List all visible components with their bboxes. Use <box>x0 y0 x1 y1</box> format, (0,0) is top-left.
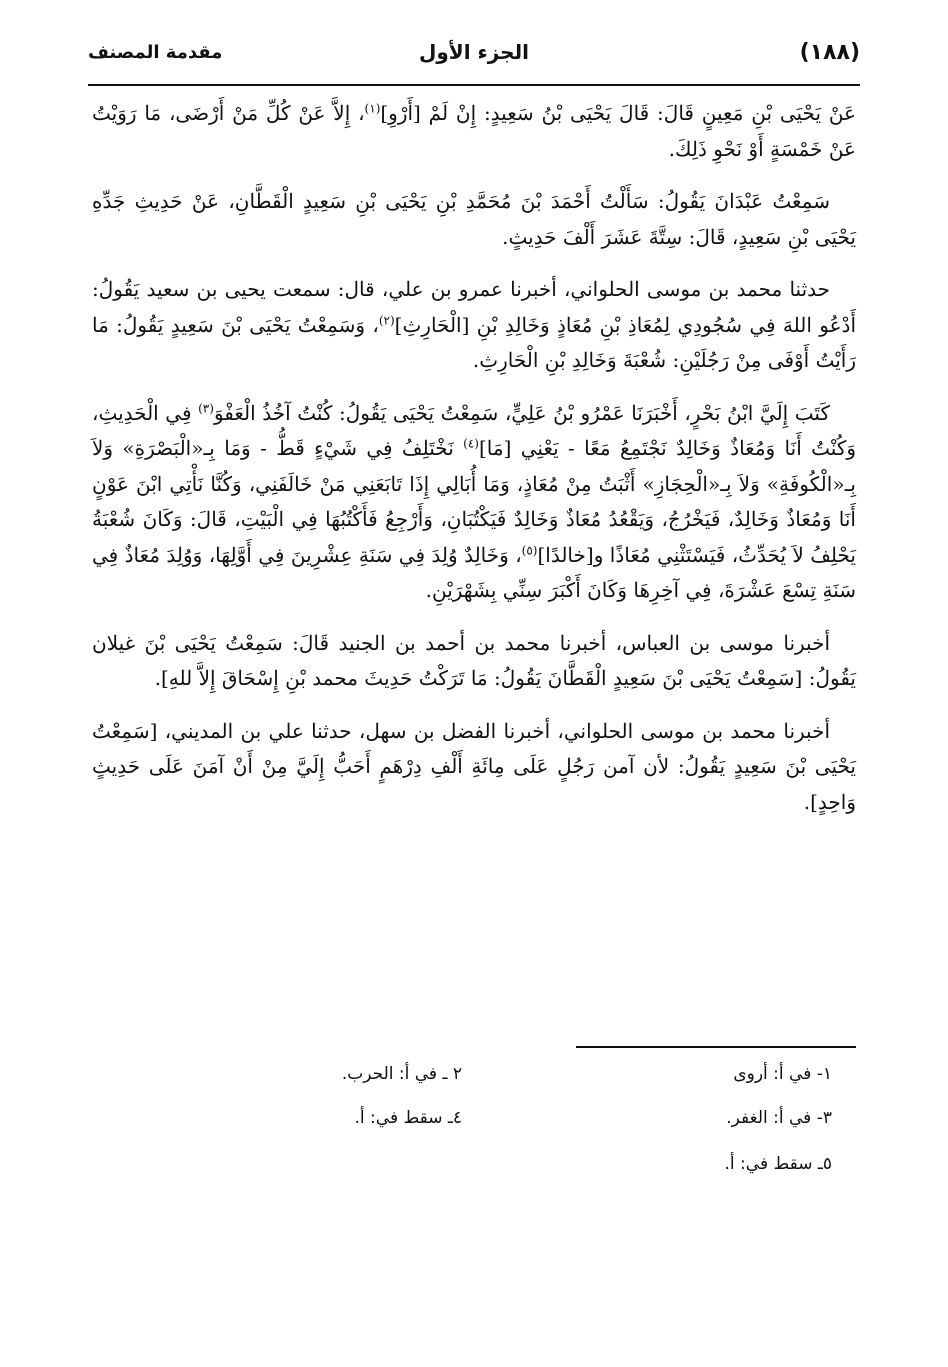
page-number: (١٨٨) <box>799 40 860 65</box>
paragraph-4-text-b: فِي الْحَدِيثِ، وَكُنْتُ أَنَا وَمُعَاذٌ وَخَالِدٌ نَجْتَمِعُ مَعًا - يَعْنِي [مَا] <box>92 400 856 460</box>
footnote-ref-4: (٤) <box>463 436 479 451</box>
main-text <box>92 96 856 837</box>
footnote-ref-3: (٣) <box>198 400 214 415</box>
paragraph-4-text-c: نَخْتَلِفُ فِي شَيْءٍ قَطُّ - وَمَا بِـ«الْبَصْرَةِ» وَلاَ بِـ«الْكُوفَةِ» وَلاَ بِـ«الْحِجَازِ» أَثْبَتُ مِنْ مُعَاذٍ، وَمَا أُبَالِي إِذَا تَابَعَنِي مَنْ خَالَفَنِي، وَكُنَّا نَأْتِي ابْنَ عَوْنٍ أَنَا وَمُعَاذٌ وَخَالِدٌ، فَيَخْرُجُ، وَيَقْعُدُ مُعَاذٌ وَخَالِدٌ فَيَكْتُبَانِ، وَأَرْجِعُ فَأَكْتُبُهَا فِي الْبَيْتِ، قَالَ: وَكَانَ شُعْبَةُ يَحْلِفُ لاَ يُحَدِّثُ، فَيَسْتَثْنِي مُعَاذًا و[خالدًا] <box>92 436 856 567</box>
footnote-divider <box>576 1046 856 1048</box>
footnote-4: ٤ـ سقط في: أ. <box>354 1108 462 1128</box>
footnote-5: ٥ـ سقط في: أ. <box>724 1154 832 1174</box>
footnote-ref-1: (١) <box>364 101 381 116</box>
paragraph-4-text-d: ، وَخَالِدٌ وُلِدَ فِي سَنَةِ عِشْرِينَ فِي أَوَّلِهَا، وَوُلِدَ مُعَاذٌ فِي سَنَةِ تِسْعَ عَشْرَةَ، فِي آخِرِهَا وَكَانَ أَكْبَرَ سِنِّي بِشَهْرَيْنِ. <box>92 542 856 602</box>
paragraph-6: أخبرنا محمد بن موسى الحلواني، أخبرنا الفضل بن سهل، حدثنا علي بن المديني، [سَمِعْتُ يَحْيَى بْنَ سَعِيدٍ يَقُولُ: لأن آمن رَجُلٍ عَلَى مِائَةِ أَلْفِ دِرْهَمٍ أَحَبُّ إِلَيَّ مِنْ أَنْ آمَنَ عَلَى حَدِيثٍ وَاحِدٍ]. <box>92 718 856 814</box>
volume-title: الجزء الأول <box>419 40 529 64</box>
footnote-ref-5: (٥) <box>521 542 538 557</box>
page-header <box>88 40 860 76</box>
paragraph-1-text-b: ، إِلاَّ عَنْ كُلِّ مَنْ أَرْضَى، مَا رَوَيْتُ عَنْ خَمْسَةٍ أَوْ نَحْوِ ذَلِكَ. <box>92 101 856 161</box>
section-title: مقدمة المصنف <box>88 42 223 63</box>
footnote-3: ٣- في أ: الغفر. <box>726 1108 832 1128</box>
paragraph-2: سَمِعْتُ عَبْدَانَ يَقُولُ: سَأَلْتُ أَحْمَدَ بْنَ مُحَمَّدِ بْنِ يَحْيَى بْنِ سَعِيدٍ الْقَطَّانِ، عَنْ حَدِيثِ جَدِّهِ يَحْيَى بْنِ سَعِيدٍ، قَالَ: سِتَّةَ عَشَرَ أَلْفَ حَدِيثٍ. <box>92 189 856 249</box>
paragraph-3 <box>92 272 856 379</box>
paragraph-3-text-a: حدثنا محمد بن موسى الحلواني، أخبرنا عمرو بن علي، قال: سمعت يحيى بن سعيد يَقُولُ: أَدْعُو اللهَ فِي سُجُودِي لِمُعَاذِ بْنِ مُعَاذٍ وَخَالِدِ بْنِ [الْحَارِثِ] <box>92 277 857 337</box>
footnote-2: ٢ ـ في أ: الحرب. <box>341 1064 462 1084</box>
paragraph-4 <box>92 396 856 609</box>
paragraph-1 <box>92 96 856 167</box>
paragraph-5: أخبرنا موسى بن العباس، أخبرنا محمد بن أحمد بن الجنيد قَالَ: سَمِعْتُ يَحْيَى بْنَ غيلان يَقُولُ: [سَمِعْتُ يَحْيَى بْنَ سَعِيدٍ الْقَطَّانَ يَقُولُ: مَا تَرَكْتُ حَدِيثَ محمد بْنِ إِسْحَاقَ إِلاَّ للهِ]. <box>92 630 856 690</box>
footnote-ref-2: (٢) <box>378 312 395 327</box>
footnote-1: ١- في أ: أروى <box>733 1064 832 1084</box>
paragraph-3-text-b: ، وَسَمِعْتُ يَحْيَى بْنَ سَعِيدٍ يَقُولُ: مَا رَأَيْتُ أَوْفَى مِنْ رَجُلَيْنِ: شُعْبَةَ وَخَالِدِ بْنِ الْحَارِثِ. <box>92 312 856 372</box>
paragraph-1-text-a: عَنْ يَحْيَى بْنِ مَعِينٍ قَالَ: قَالَ يَحْيَى بْنُ سَعِيدٍ: إِنْ لَمْ [أَرْوِ] <box>380 101 856 125</box>
header-divider <box>88 84 860 86</box>
paragraph-4-text-a: كَتَبَ إِلَيَّ ابْنُ بَحْرٍ، أَخْبَرَنَا عَمْرُو بْنُ عَلِيٍّ، سَمِعْتُ يَحْيَى يَقُولُ: كُنْتُ آخُذُ الْعَفْوَ <box>213 400 830 425</box>
